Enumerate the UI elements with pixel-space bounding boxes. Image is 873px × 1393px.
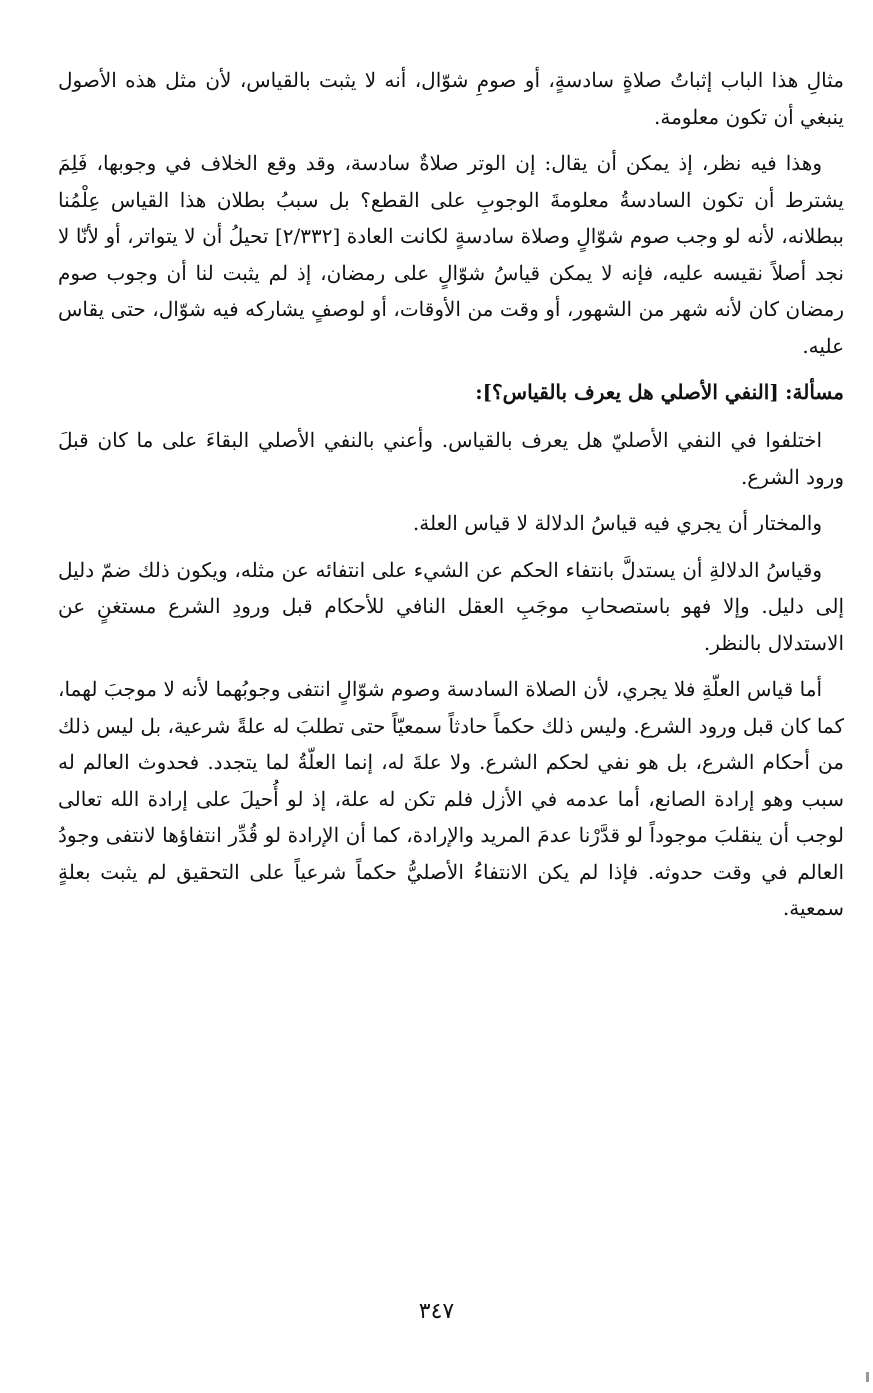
paragraph-4: والمختار أن يجري فيه قياسُ الدلالة لا قياس العلة. xyxy=(412,511,822,535)
section-heading xyxy=(58,374,844,410)
page-number: ٣٤٧ xyxy=(418,1299,455,1324)
paragraph-2: وهذا فيه نظر، إذ يمكن أن يقال: إن الوتر صلاةٌ سادسة، وقد وقع الخلاف في وجوبها، فَلِمَ يشترط أن تكون السادسةُ معلومةَ الوجوبِ على القطع؟ بل سببُ بطلان هذا القياس عِلْمُنا ببطلانه، لأنه لو وجب صوم شوّالٍ وصلاة سادسةٍ لكانت العادة [٢/٣٣٢] تحيلُ أن لا يتواتر، أو لأنّا لا نجد أصلاً نقيسه عليه، فإنه لا يمكن قياسُ شوّالٍ على رمضان، إذ لم يثبت لنا أن وجوب صوم رمضان كان لأنه شهر من الشهور، أو وقت من الأوقات، أو لوصفٍ يشاركه فيه شوّال، حتى يقاس عليه. xyxy=(58,151,844,358)
page-body xyxy=(58,62,844,937)
heading-title: [النفي الأصلي هل يعرف بالقياس؟]: xyxy=(475,380,779,404)
paragraph-3: اختلفوا في النفي الأصليّ هل يعرف بالقياس. وأعني بالنفي الأصلي البقاءَ على ما كان قبلَ ورود الشرع. xyxy=(58,428,844,489)
paragraph-1: مثالِ هذا الباب إثباتُ صلاةٍ سادسةٍ، أو صومِ شوّال، أنه لا يثبت بالقياس، لأن مثل هذه الأصول ينبغي أن تكون معلومة. xyxy=(58,68,844,129)
scan-edge-mark xyxy=(866,1372,869,1382)
paragraph-6: أما قياس العلّةِ فلا يجري، لأن الصلاة السادسة وصوم شوّالٍ انتفى وجوبُهما لأنه لا موجبَ لهما، كما كان قبل ورود الشرع. وليس ذلك حكماً حادثاً سمعيّاً حتى تطلبَ له علةً شرعية، بل ليس ذلك من أحكام الشرع، بل هو نفي لحكم الشرع. ولا علةَ له، إنما العلّةُ لما يتجدد. فحدوث العالم له سبب وهو إرادة الصانع، أما عدمه في الأزل فلم تكن له علة، إذ لو أُحيلَ على إرادة الله تعالى لوجب أن ينقلبَ موجوداً لو قدَّرْنا عدمَ المريد والإرادة، كما أن الإرادة لو قُدِّر انتفاؤها لانتفى وجودُ العالم في وقت حدوثه. فإذا لم يكن الانتفاءُ الأصليُّ حكماً شرعياً على التحقيق لم يثبت بعلةٍ سمعية. xyxy=(58,677,844,920)
heading-prefix: مسألة: xyxy=(785,380,844,404)
paragraph-5: وقياسُ الدلالةِ أن يستدلَّ بانتفاء الحكم عن الشيء على انتفائه عن مثله، ويكون ذلك ضمّ دليل إلى دليل. وإلا فهو باستصحابِ موجَبِ العقل النافي للأحكام قبل ورودِ الشرع مستغنٍ عن الاستدلال بالنظر. xyxy=(58,557,844,655)
